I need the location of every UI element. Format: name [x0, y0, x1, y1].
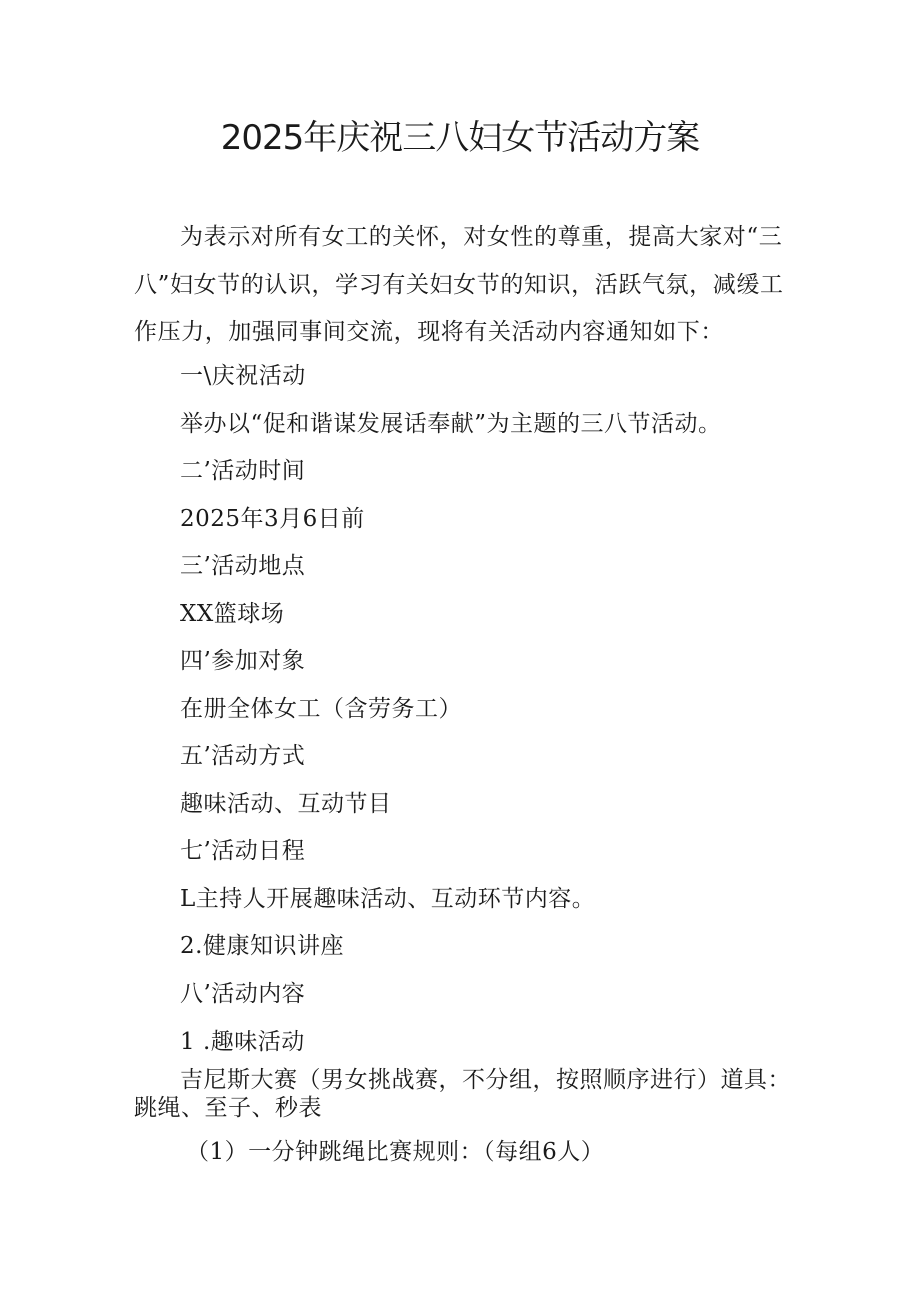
- section-heading-place: 三’活动地点: [180, 553, 306, 579]
- theme-text: 举办以“促和谐谋发展话奉献”为主题的三八节活动。: [180, 411, 722, 437]
- format-text: 趣味活动、互动节目: [180, 791, 392, 817]
- intro-paragraph: 为表示对所有女工的关怀，对女性的尊重，提高大家对“三八”妇女节的认识，学习有关妇女节的知识，活跃气氛，减缓工作压力，加强同事间交流，现将有关活动内容通知如下：: [134, 224, 784, 345]
- section-heading-content: 八’活动内容: [180, 981, 306, 1007]
- section-heading-participants: 四’参加对象: [180, 648, 306, 674]
- content-item-1: 1 .趣味活动: [180, 1029, 305, 1055]
- section-heading-schedule: 七’活动日程: [180, 838, 306, 864]
- place-text: XX篮球场: [180, 601, 285, 627]
- section-heading-celebration: 一\庆祝活动: [180, 363, 306, 389]
- schedule-item-2: 2.健康知识讲座: [180, 933, 344, 959]
- game-paragraph: 吉尼斯大赛（男女挑战赛，不分组，按照顺序进行）道具：跳绳、至子、秒表: [134, 1067, 791, 1121]
- document-title: 2025年庆祝三八妇女节活动方案: [220, 118, 700, 158]
- section-heading-time: 二’活动时间: [180, 458, 306, 484]
- time-text: 2025年3月6日前: [180, 506, 365, 532]
- rule-line: （1）一分钟跳绳比赛规则：（每组6人）: [186, 1139, 605, 1165]
- section-heading-format: 五’活动方式: [180, 743, 306, 769]
- participants-text: 在册全体女工（含劳务工）: [180, 696, 462, 722]
- schedule-item-1: L主持人开展趣味活动、互动环节内容。: [180, 886, 596, 912]
